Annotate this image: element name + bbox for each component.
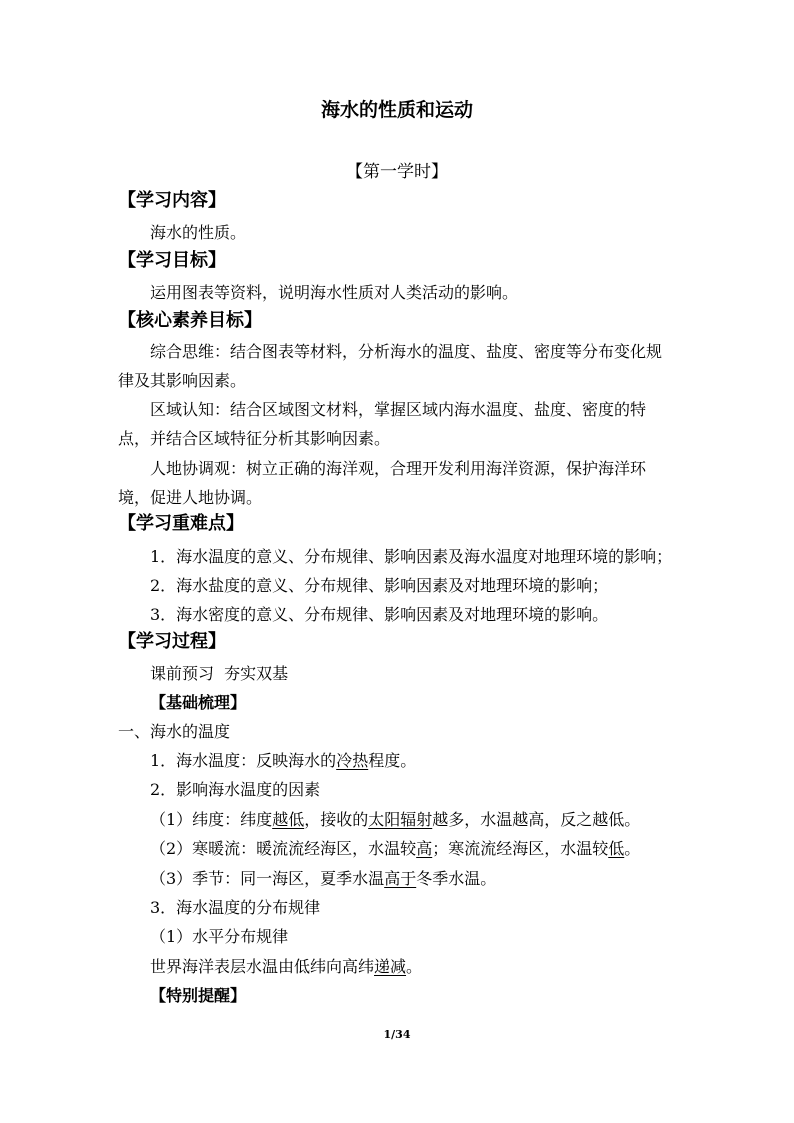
preview-text: 课前预习 夯实双基 [150,664,289,683]
process-heading: 【学习过程】 [118,631,226,652]
core-2-line-2: 点，并结合区域特征分析其影响因素。 [118,429,391,448]
core-1-line-1: 综合思维：结合图表等材料，分析海水的温度、盐度、密度等分布变化规 [150,342,663,361]
page-number: 1/34 [383,1028,411,1041]
text-run: 。 [406,957,423,976]
text-run: 冬季水温。 [416,869,497,888]
temp-item-3: 3．海水温度的分布规律 [150,898,321,917]
text-run: 越多，水温越高，反之越低。 [432,810,641,829]
text-run: 1．海水温度：反映海水的 [150,751,337,770]
temp-item-2: 2．影响海水温度的因素 [150,780,321,799]
key-item-3: 3．海水密度的意义、分布规律、影响因素及对地理环境的影响。 [150,605,609,624]
content-heading: 【学习内容】 [118,190,226,211]
core-2-line-1: 区域认知：结合区域图文材料，掌握区域内海水温度、盐度、密度的特 [150,400,647,419]
temp-factor-latitude [150,810,640,830]
goal-text: 运用图表等资料，说明海水性质对人类活动的影响。 [150,283,519,302]
basic-heading: 【基础梳理】 [150,693,247,712]
temp-item-1 [150,751,416,771]
lesson-label: 【第一学时】 [346,162,448,182]
underlined-answer: 递减 [374,957,407,976]
text-run: （2）寒暖流：暖流流经海区，水温较 [150,839,417,858]
temp-heading: 一、海水的温度 [118,722,231,741]
core-1-line-2: 律及其影响因素。 [118,371,247,390]
temp-factor-season [150,869,496,889]
core-heading: 【核心素养目标】 [118,310,262,331]
text-run: 。 [624,839,641,858]
goal-heading: 【学习目标】 [118,250,226,271]
key-item-2: 2．海水盐度的意义、分布规律、影响因素及对地理环境的影响； [150,576,609,595]
underlined-answer: 越低 [272,810,305,829]
key-item-1: 1．海水温度的意义、分布规律、影响因素及海水温度对地理环境的影响； [150,547,673,566]
underlined-answer: 低 [608,839,625,858]
key-heading: 【学习重难点】 [118,513,244,534]
temp-item-3-1: （1）水平分布规律 [150,927,289,946]
text-run: ，接收的 [304,810,369,829]
text-run: （3）季节：同一海区，夏季水温 [150,869,385,888]
core-3-line-1: 人地协调观：树立正确的海洋观，合理开发利用海洋资源，保护海洋环 [150,459,647,478]
text-run: ；寒流流经海区，水温较 [432,839,609,858]
text-run: 世界海洋表层水温由低纬向高纬 [150,957,375,976]
text-run: （1）纬度：纬度 [150,810,273,829]
text-run: 程度。 [368,751,417,770]
underlined-answer: 太阳辐射 [368,810,433,829]
content-text: 海水的性质。 [150,223,247,242]
doc-title: 海水的性质和运动 [320,99,473,121]
underlined-answer: 高 [416,839,433,858]
core-3-line-2: 境，促进人地协调。 [118,488,263,507]
notice-heading: 【特别提醒】 [150,986,247,1005]
underlined-answer: 高于 [384,869,417,888]
underlined-answer: 冷热 [336,751,369,770]
temp-factor-currents [150,839,640,859]
temp-horizontal-text [150,957,422,977]
